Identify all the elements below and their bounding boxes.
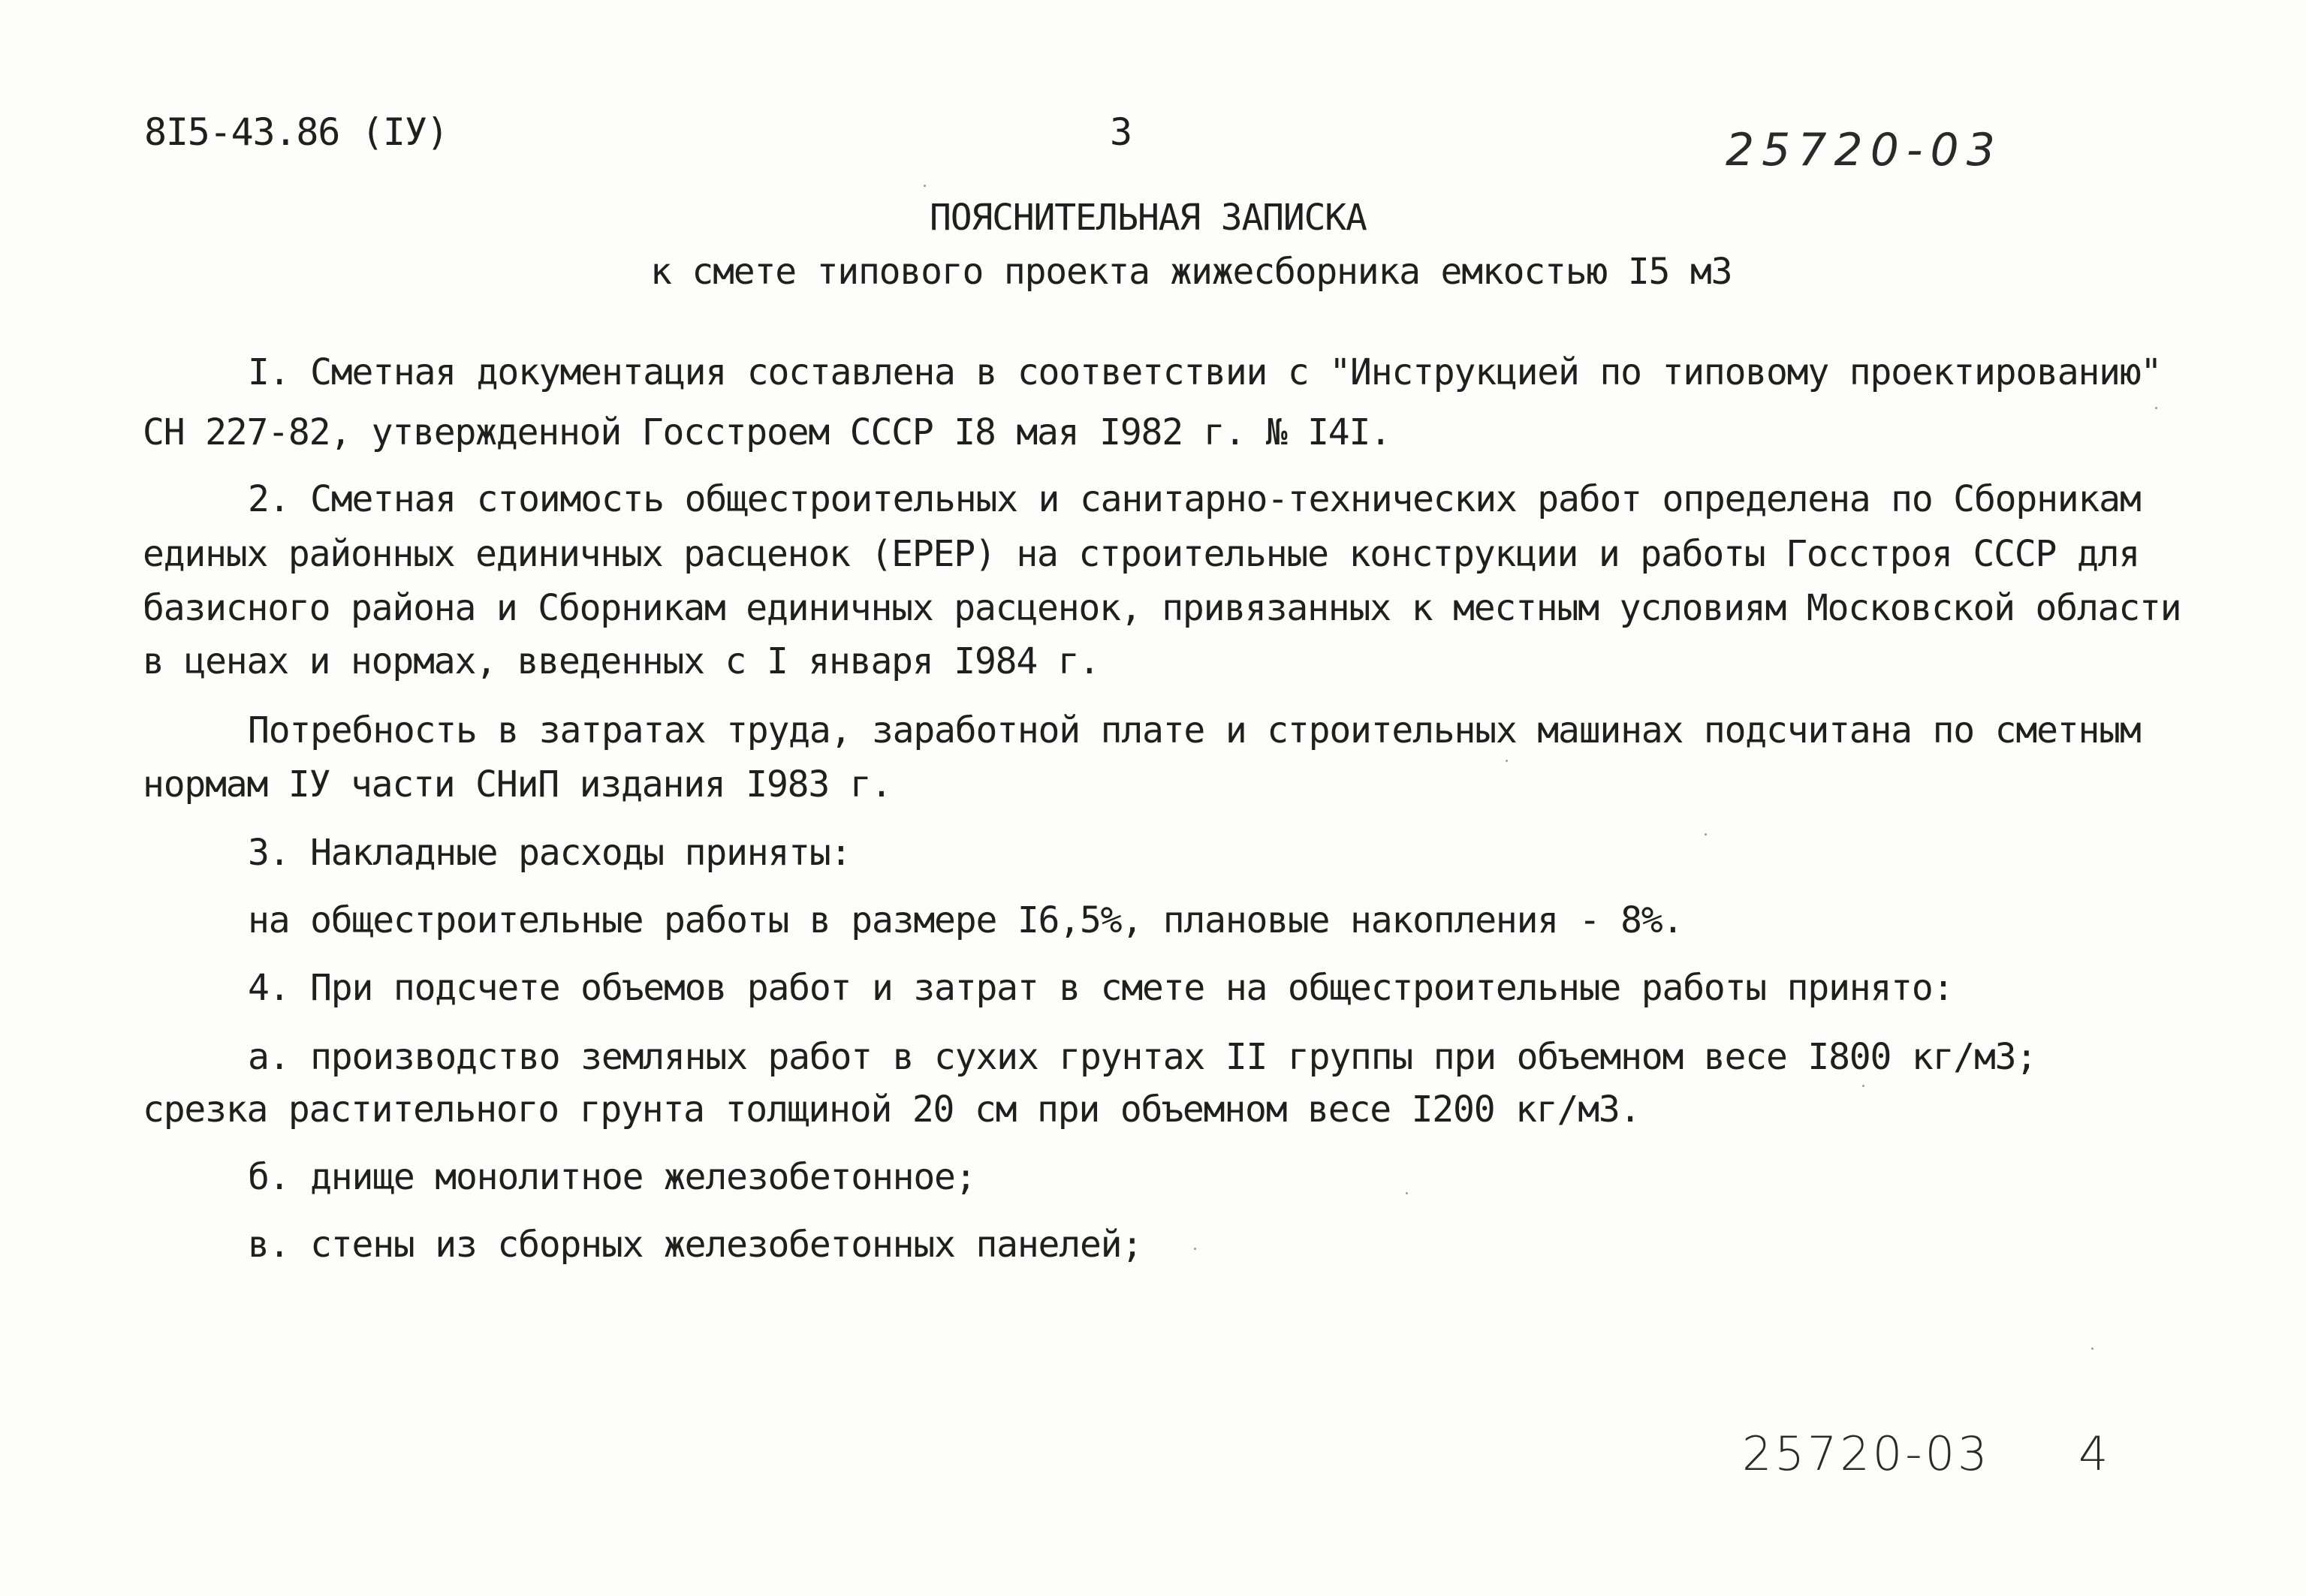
paragraph-2-line-4: в ценах и нормах, введенных с I января I984 г. — [143, 640, 1100, 682]
document-code: 8I5-43.86 (IУ) — [144, 110, 448, 154]
paragraph-3-line-1: Потребность в затратах труда, заработной плате и строительных машинах подсчитана по сметным — [248, 709, 2141, 751]
item-b: б. днище монолитное железобетонное; — [248, 1156, 976, 1198]
handwritten-footer-number: 25720-03 — [1742, 1426, 1991, 1481]
paragraph-3-line-2: нормам IУ части СНиП издания I983 г. — [143, 763, 892, 806]
paragraph-1-line-1: I. Сметная документация составлена в соответствии с "Инструкцией по типовому проектированию" — [248, 351, 2162, 393]
paragraph-1-line-2: СН 227-82, утвержденной Госстроем СССР I8 мая I982 г. № I4I. — [143, 411, 1391, 453]
scan-speck — [2091, 1348, 2093, 1350]
scan-speck — [1406, 1192, 1408, 1194]
item-a-line-2: срезка растительного грунта толщиной 20 см при объемном весе I200 кг/м3. — [143, 1089, 1641, 1131]
document-subtitle: к смете типового проекта жижесборника емкостью I5 м3 — [650, 251, 1732, 293]
overhead-rates: на общестроительные работы в размере I6,5%, плановые накопления - 8%. — [248, 899, 1684, 941]
handwritten-number: 25720-03 — [1726, 124, 2003, 176]
paragraph-2-line-1: 2. Сметная стоимость общестроительных и санитарно-технических работ определена по Сборникам — [248, 478, 2141, 520]
scan-speck — [1862, 1085, 1864, 1087]
item-v: в. стены из сборных железобетонных панелей; — [248, 1224, 1143, 1266]
scan-speck — [924, 185, 926, 187]
page-number: 3 — [1110, 110, 1132, 154]
scan-speck — [1506, 760, 1508, 762]
calculation-heading: 4. При подсчете объемов работ и затрат в смете на общестроительные работы принято: — [248, 967, 1954, 1009]
paragraph-2-line-3: базисного района и Сборникам единичных расценок, привязанных к местным условиям Московской области — [143, 587, 2181, 629]
paragraph-2-line-2: единых районных единичных расценок (ЕРЕР) на строительные конструкции и работы Госстроя СССР для — [143, 533, 2140, 575]
document-title: ПОЯСНИТЕЛЬНАЯ ЗАПИСКА — [930, 197, 1367, 239]
scan-speck — [1705, 833, 1707, 836]
overhead-heading: 3. Накладные расходы приняты: — [248, 832, 852, 874]
scan-speck — [2155, 407, 2157, 409]
scan-speck — [1194, 1248, 1196, 1250]
handwritten-footer-code — [1742, 1426, 2111, 1481]
item-a-line-1: а. производство земляных работ в сухих грунтах II группы при объемном весе I800 кг/м3; — [248, 1036, 2037, 1078]
handwritten-sheet-number: 4 — [2078, 1426, 2112, 1481]
